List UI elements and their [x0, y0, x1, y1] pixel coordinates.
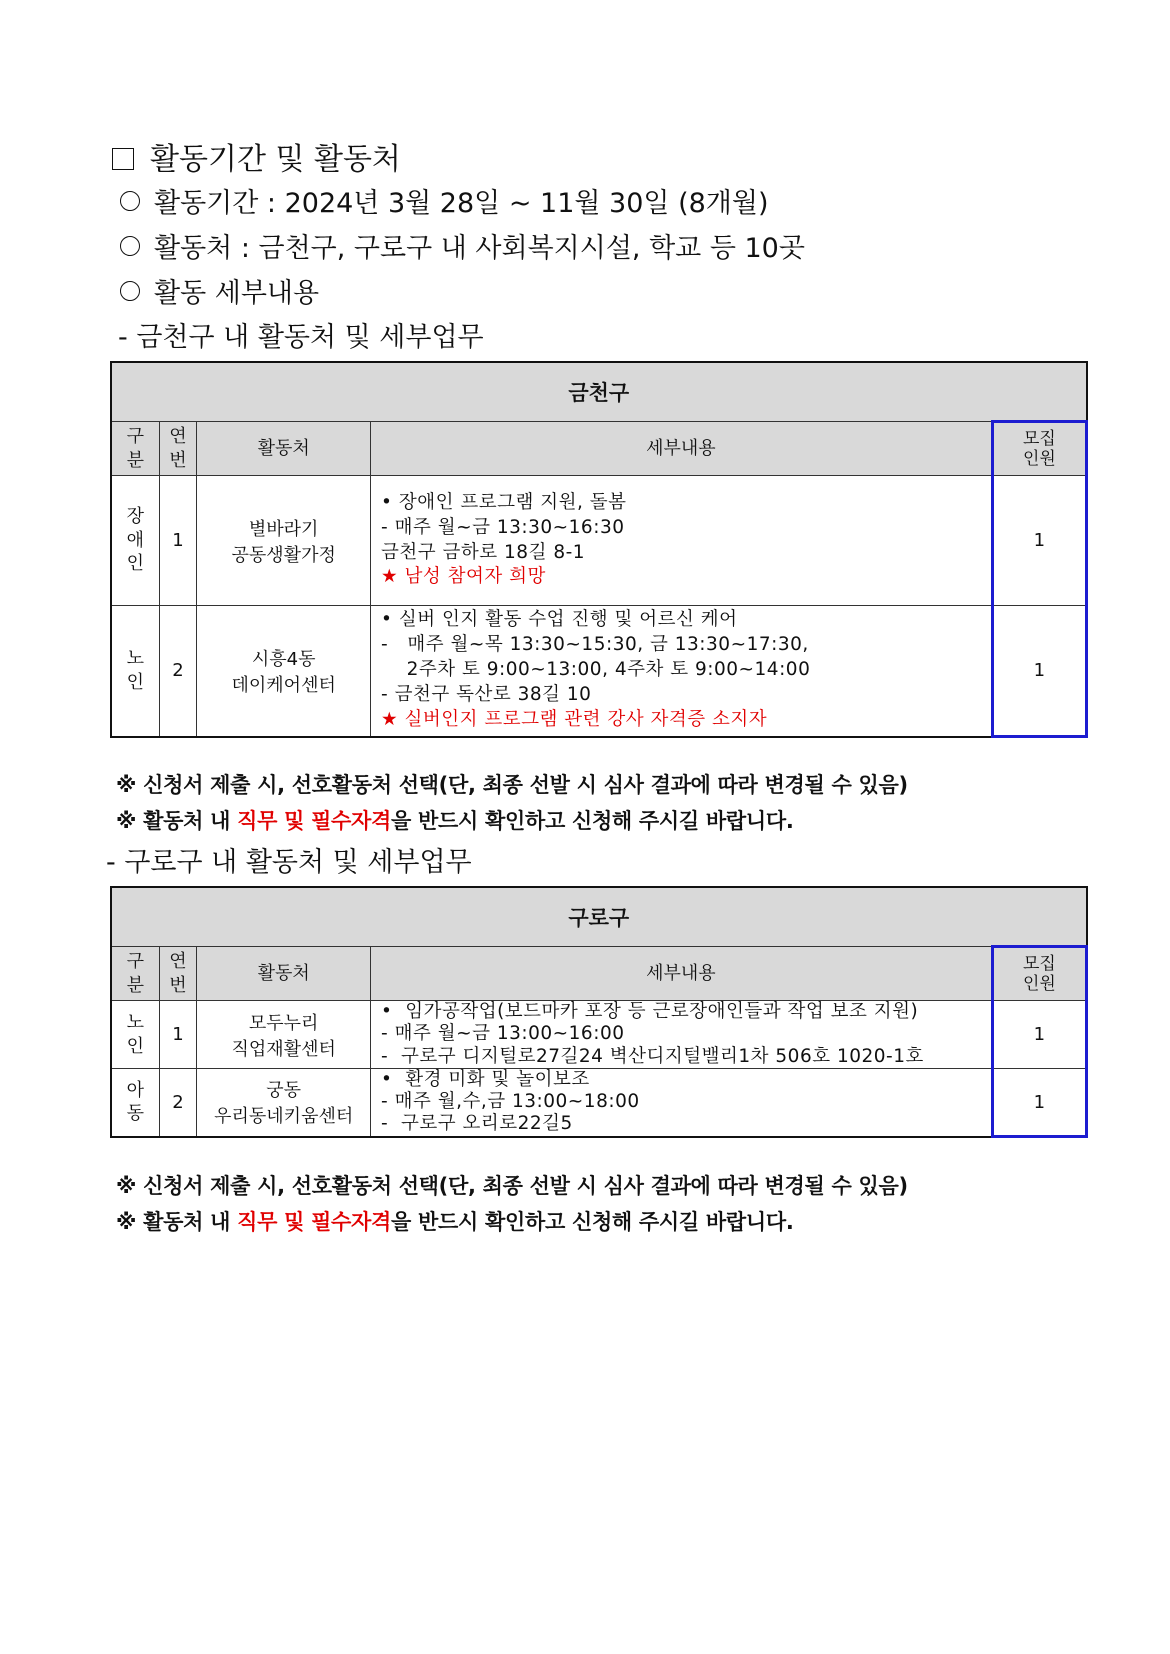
row-detail: • 임가공작업(보드마카 포장 등 근로장애인들과 작업 보조 지원) - 매주 월~금 13:00~16:00 - 구로구 디지털로27길24 벽산디지털밸리1차 506호 1020-1호	[371, 1001, 993, 1069]
row-number: 1	[159, 476, 197, 606]
header-number: 연 번	[159, 422, 197, 476]
guro-table	[110, 886, 1088, 1138]
header-category: 구 분	[111, 422, 159, 476]
bullet-period: 활동기간 : 2024년 3월 28일 ~ 11월 30일 (8개월)	[120, 181, 769, 220]
header-detail: 세부내용	[371, 947, 993, 1001]
header-place: 활동처	[197, 422, 371, 476]
note-preferred-selection: ※ 신청서 제출 시, 선호활동처 선택(단, 최종 선발 시 심사 결과에 따라 변경될 수 있음)	[116, 773, 908, 797]
row-count: 1	[992, 606, 1086, 737]
row-category: 노 인	[111, 1001, 159, 1069]
row-detail: • 환경 미화 및 놀이보조 - 매주 월,수,금 13:00~18:00 - 구로구 오리로22길5	[371, 1069, 993, 1137]
row-place: 시흥4동 데이케어센터	[197, 606, 371, 737]
header-count: 모집 인원	[992, 947, 1086, 1001]
guro-subtitle: - 구로구 내 활동처 및 세부업무	[106, 847, 472, 878]
row-count: 1	[992, 1001, 1086, 1069]
geumcheon-subtitle: - 금천구 내 활동처 및 세부업무	[118, 322, 484, 353]
highlight-requirement: ★ 실버인지 프로그램 관련 강사 자격증 소지자	[381, 709, 768, 731]
row-category: 장 애 인	[111, 476, 159, 606]
row-count: 1	[992, 476, 1086, 606]
row-count: 1	[992, 1069, 1086, 1137]
header-category: 구 분	[111, 947, 159, 1001]
table-row	[111, 1001, 1087, 1069]
bullet-details: 활동 세부내용	[120, 271, 319, 310]
geumcheon-table	[110, 361, 1088, 738]
row-place: 궁동 우리동네키움센터	[197, 1069, 371, 1137]
bullet-places: 활동처 : 금천구, 구로구 내 사회복지시설, 학교 등 10곳	[120, 226, 805, 265]
header-place: 활동처	[197, 947, 371, 1001]
highlight-requirement: ★ 남성 참여자 희망	[381, 566, 546, 588]
table-row	[111, 1069, 1087, 1137]
row-place: 별바라기 공동생활가정	[197, 476, 371, 606]
note-check-qualification: ※ 활동처 내 직무 및 필수자격을 반드시 확인하고 신청해 주시길 바랍니다.	[116, 809, 794, 833]
table-row	[111, 606, 1087, 737]
table-title: 금천구	[111, 362, 1087, 422]
circle-bullet-icon	[120, 191, 140, 211]
table-header-row	[111, 422, 1087, 476]
row-category: 아 동	[111, 1069, 159, 1137]
row-number: 1	[159, 1001, 197, 1069]
row-number: 2	[159, 606, 197, 737]
note-check-qualification: ※ 활동처 내 직무 및 필수자격을 반드시 확인하고 신청해 주시길 바랍니다.	[116, 1210, 794, 1234]
section-title: 활동기간 및 활동처	[150, 142, 401, 177]
checkbox-square-icon	[112, 148, 134, 170]
circle-bullet-icon	[120, 281, 140, 301]
row-detail: • 장애인 프로그램 지원, 돌봄 - 매주 월~금 13:30~16:30 금천구 금하로 18길 8-1 ★ 남성 참여자 희망	[371, 476, 993, 606]
row-category: 노 인	[111, 606, 159, 737]
table-title: 구로구	[111, 887, 1087, 947]
row-detail: • 실버 인지 활동 수업 진행 및 어르신 케어 - 매주 월~목 13:30~15:30, 금 13:30~17:30, 2주차 토 9:00~13:00, 4주차 토 9:00~14:00 - 금천구 독산로 38길 10 ★ 실버인지 프로그램 관련 강사 자격증 소지자	[371, 606, 993, 737]
table-row	[111, 476, 1087, 606]
section-heading	[112, 134, 401, 178]
circle-bullet-icon	[120, 236, 140, 256]
note-preferred-selection: ※ 신청서 제출 시, 선호활동처 선택(단, 최종 선발 시 심사 결과에 따라 변경될 수 있음)	[116, 1174, 908, 1198]
row-number: 2	[159, 1069, 197, 1137]
row-place: 모두누리 직업재활센터	[197, 1001, 371, 1069]
header-detail: 세부내용	[371, 422, 993, 476]
table-header-row	[111, 947, 1087, 1001]
header-count: 모집 인원	[992, 422, 1086, 476]
header-number: 연 번	[159, 947, 197, 1001]
